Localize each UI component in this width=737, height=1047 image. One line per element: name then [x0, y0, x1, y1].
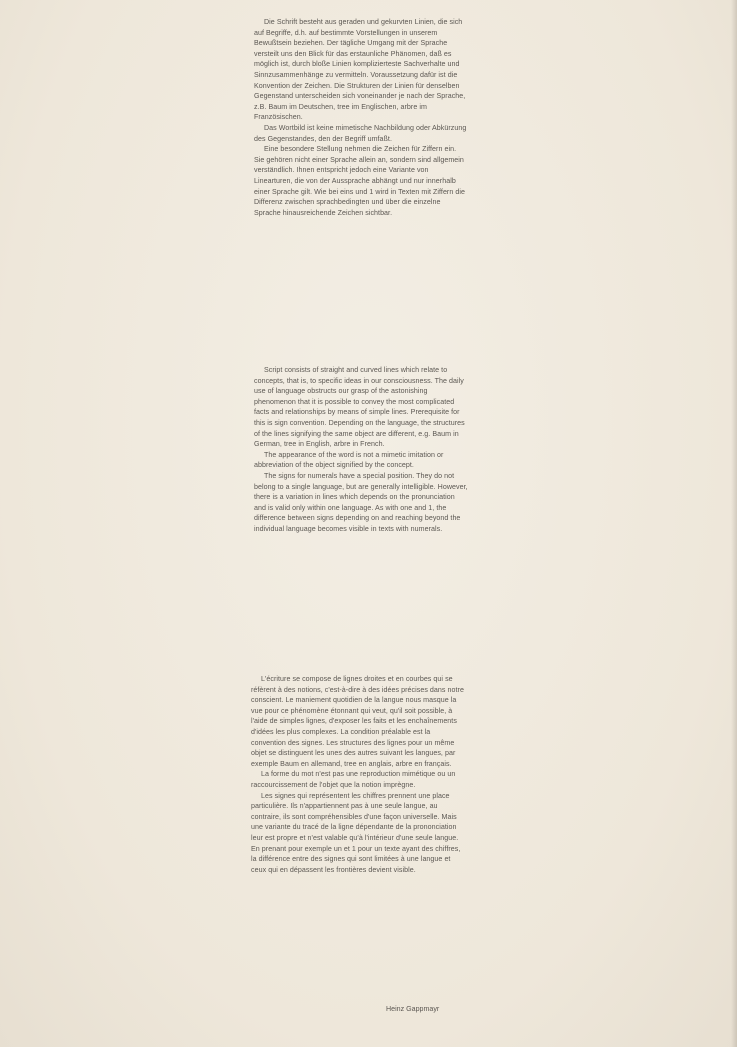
french-paragraph-3: Les signes qui représentent les chiffres prennent une place particulière. Ils n'appartiennent pas à une seule langue, au contraire, ils sont compréhensibles d'une façon universelle. Mais une variante du tracé de la ligne dépendante de la prononciation leur est propre et n'est valable qu'à l'intérieur d'une seule langue. En prenant pour exemple un et 1 pour un texte ayant des chiffres, la différence entre des signes qui sont limitées à une langue et ceux qui en dépassent les frontières devient visible. — [251, 791, 461, 874]
german-paragraph-2: Das Wortbild ist keine mimetische Nachbildung oder Abkürzung des Gegenstandes, den der Begriff umfaßt. — [254, 123, 467, 143]
french-paragraph-1: L'écriture se compose de lignes droites et en courbes qui se réfèrent à des notions, c'est-à-dire à des idées précises dans notre conscient. Le maniement quotidien de la langue nous masque la vue pour ce phénomène étonnant qui veut, qu'il soit possible, à l'aide de simples lignes, d'exposer les faits et les enchaînements d'idées les plus complexes. La condition préalable est la convention des signes. Les structures des lignes pour un même objet se distinguent les unes des autres suivant les langues, par exemple Baum en allemand, tree en anglais, arbre en français. — [251, 675, 464, 768]
english-text-block — [254, 365, 468, 535]
french-paragraph-2: La forme du mot n'est pas une reproduction mimétique ou un raccourcissement de l'objet que la notion imprègne. — [251, 770, 456, 789]
english-paragraph-2: The appearance of the word is not a mimetic imitation or abbreviation of the object signified by the concept. — [254, 450, 444, 470]
page-edge-shadow — [731, 0, 737, 1047]
author-signature: Heinz Gappmayr — [386, 1005, 440, 1013]
german-text-block — [254, 17, 468, 218]
german-paragraph-1: Die Schrift besteht aus geraden und gekurvten Linien, die sich auf Begriffe, d.h. auf bestimmte Vorstellungen in unserem Bewußtsein beziehen. Der tägliche Umgang mit der Sprache versteilt uns den Blick für das erstaunliche Phänomen, daß es möglich ist, durch bloße Linien komplizierteste Sachverhalte und Sinnzusammenhänge zu vermitteln. Voraussetzung dafür ist die Konvention der Zeichen. Die Strukturen der Linien für denselben Gegenstand unterscheiden sich voneinander je nach der Sprache, z.B. Baum im Deutschen, tree im Englischen, arbre im Französischen. — [254, 18, 466, 122]
english-paragraph-1: Script consists of straight and curved lines which relate to concepts, that is, to specific ideas in our consciousness. The daily use of language obstructs our grasp of the astonishing phenomenon that it is possible to convey the most complicated facts and relationships by means of simple lines. Prerequisite for this is sign convention. Depending on the language, the structures of the lines signifying the same object are different, e.g. Baum in German, tree in English, arbre in French. — [254, 366, 465, 449]
english-paragraph-3: The signs for numerals have a special position. They do not belong to a single language, but are generally intelligible. However, there is a variation in lines which depends on the pronunciation and is valid only within one language. As with one and 1, the difference between signs depending on and reaching beyond the individual language becomes visible in texts with numerals. — [254, 471, 468, 533]
french-text-block — [251, 674, 465, 875]
german-paragraph-3: Eine besondere Stellung nehmen die Zeichen für Ziffern ein. Sie gehören nicht einer Sprache allein an, sondern sind allgemein verständlich. Ihnen entspricht jedoch eine Variante von Linearturen, die von der Aussprache abhängt und nur innerhalb einer Sprache gilt. Wie bei eins und 1 wird in Texten mit Ziffern die Differenz zwischen sprachbedingten und über die einzelne Sprache hinausreichende Zeichen sichtbar. — [254, 145, 465, 217]
